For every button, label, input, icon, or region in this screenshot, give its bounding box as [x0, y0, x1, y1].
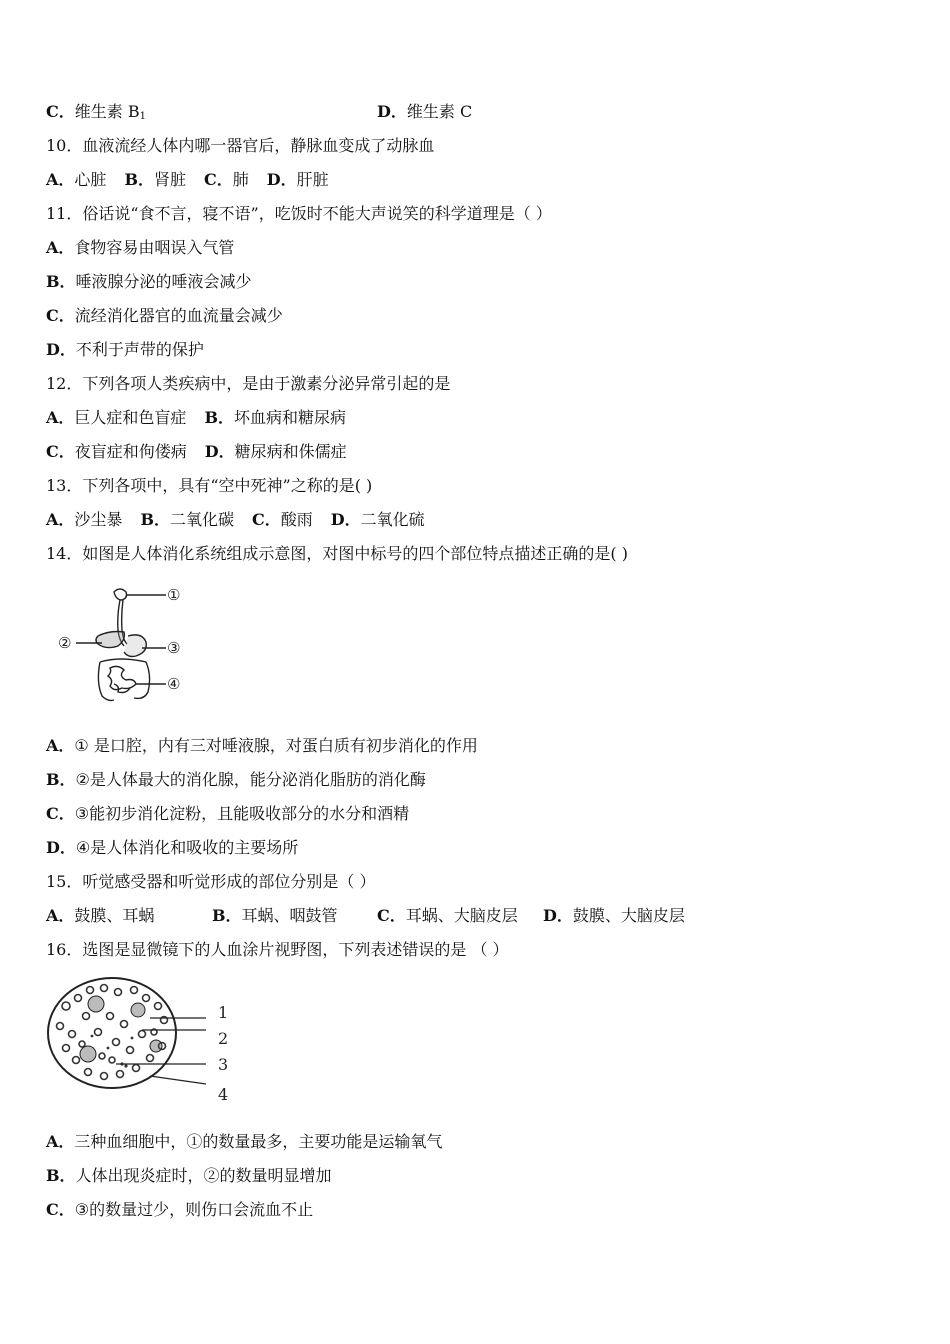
q13-stem: 13．下列各项中，具有“空中死神”之称的是( ) — [46, 476, 373, 495]
q16-option-b: B．人体出现炎症时，②的数量明显增加 — [46, 1166, 332, 1185]
digestive-system-figure — [56, 580, 201, 705]
option-label: C． — [46, 102, 75, 121]
q15-option-d: D．鼓膜、大脑皮层 — [543, 906, 685, 925]
option-text: 维生素 B — [74, 102, 140, 121]
q9-option-c — [46, 102, 146, 127]
blood-smear-figure — [46, 976, 236, 1106]
figure-label-3: 3 — [218, 1055, 229, 1074]
q15-option-c: C．耳蜗、大脑皮层 — [377, 906, 518, 925]
q12-option-a: A．巨人症和色盲症 — [46, 408, 187, 427]
q12-option-b: B．坏血病和糖尿病 — [204, 408, 346, 427]
figure-label-1: 1 — [218, 1003, 229, 1022]
figure-label-4: ④ — [167, 675, 181, 693]
figure-label-3: ③ — [167, 639, 181, 657]
q12-options-row2 — [46, 442, 347, 462]
q15-option-b: B．耳蜗、咽鼓管 — [212, 906, 338, 925]
q10-options — [46, 170, 329, 190]
q13-option-c: C．酸雨 — [251, 510, 313, 529]
option-subscript: 1 — [139, 111, 146, 122]
q14-option-d: D．④是人体消化和吸收的主要场所 — [46, 838, 299, 857]
stomach-shape — [124, 635, 146, 657]
q16-stem: 16．选图是显微镜下的人血涂片视野图，下列表述错误的是 （ ） — [46, 940, 509, 959]
q9-option-d — [377, 102, 472, 122]
figure-label-4: 4 — [218, 1085, 229, 1104]
q13-option-b: B．二氧化碳 — [140, 510, 234, 529]
q13-option-a: A．沙尘暴 — [46, 510, 123, 529]
q14-option-a: A．① 是口腔，内有三对唾液腺，对蛋白质有初步消化的作用 — [46, 736, 478, 755]
q10-option-b: B．肾脏 — [124, 170, 186, 189]
q10-option-a: A．心脏 — [46, 170, 107, 189]
q13-options — [46, 510, 425, 530]
q11-option-b: B．唾液腺分泌的唾液会减少 — [46, 272, 252, 291]
figure-label-2: ② — [58, 634, 72, 652]
figure-label-2: 2 — [218, 1029, 229, 1048]
q12-option-c: C．夜盲症和佝偻病 — [46, 442, 187, 461]
q12-option-d: D．糖尿病和侏儒症 — [204, 442, 347, 461]
liver-shape — [96, 632, 124, 648]
q10-option-d: D．肝脏 — [266, 170, 329, 189]
q12-stem: 12．下列各项人类疾病中，是由于激素分泌异常引起的是 — [46, 374, 451, 393]
q11-option-d: D．不利于声带的保护 — [46, 340, 204, 359]
q10-stem: 10．血液流经人体内哪一器官后，静脉血变成了动脉血 — [46, 136, 435, 155]
q13-option-d: D．二氧化硫 — [330, 510, 425, 529]
q11-option-c: C．流经消化器官的血流量会减少 — [46, 306, 283, 325]
q14-option-c: C．③能初步消化淀粉，且能吸收部分的水分和酒精 — [46, 804, 410, 823]
q10-option-c: C．肺 — [203, 170, 249, 189]
q12-options-row1 — [46, 408, 346, 428]
q11-option-a: A．食物容易由咽误入气管 — [46, 238, 235, 257]
q14-stem: 14．如图是人体消化系统组成示意图，对图中标号的四个部位特点描述正确的是( ) — [46, 544, 628, 563]
q15-stem: 15．听觉感受器和听觉形成的部位分别是（ ） — [46, 872, 376, 891]
option-label: D． — [377, 102, 407, 121]
q16-option-a: A．三种血细胞中，①的数量最多，主要功能是运输氧气 — [46, 1132, 443, 1151]
figure-label-1: ① — [167, 586, 181, 604]
mouth-shape — [114, 589, 127, 600]
q11-stem: 11．俗话说“食不言，寝不语”，吃饭时不能大声说笑的科学道理是（ ） — [46, 204, 552, 223]
q14-option-b: B．②是人体最大的消化腺，能分泌消化脂肪的消化酶 — [46, 770, 426, 789]
q16-option-c: C．③的数量过少，则伤口会流血不止 — [46, 1200, 314, 1219]
q15-option-a: A．鼓膜、耳蜗 — [46, 906, 155, 925]
option-text: 维生素 C — [406, 102, 473, 121]
